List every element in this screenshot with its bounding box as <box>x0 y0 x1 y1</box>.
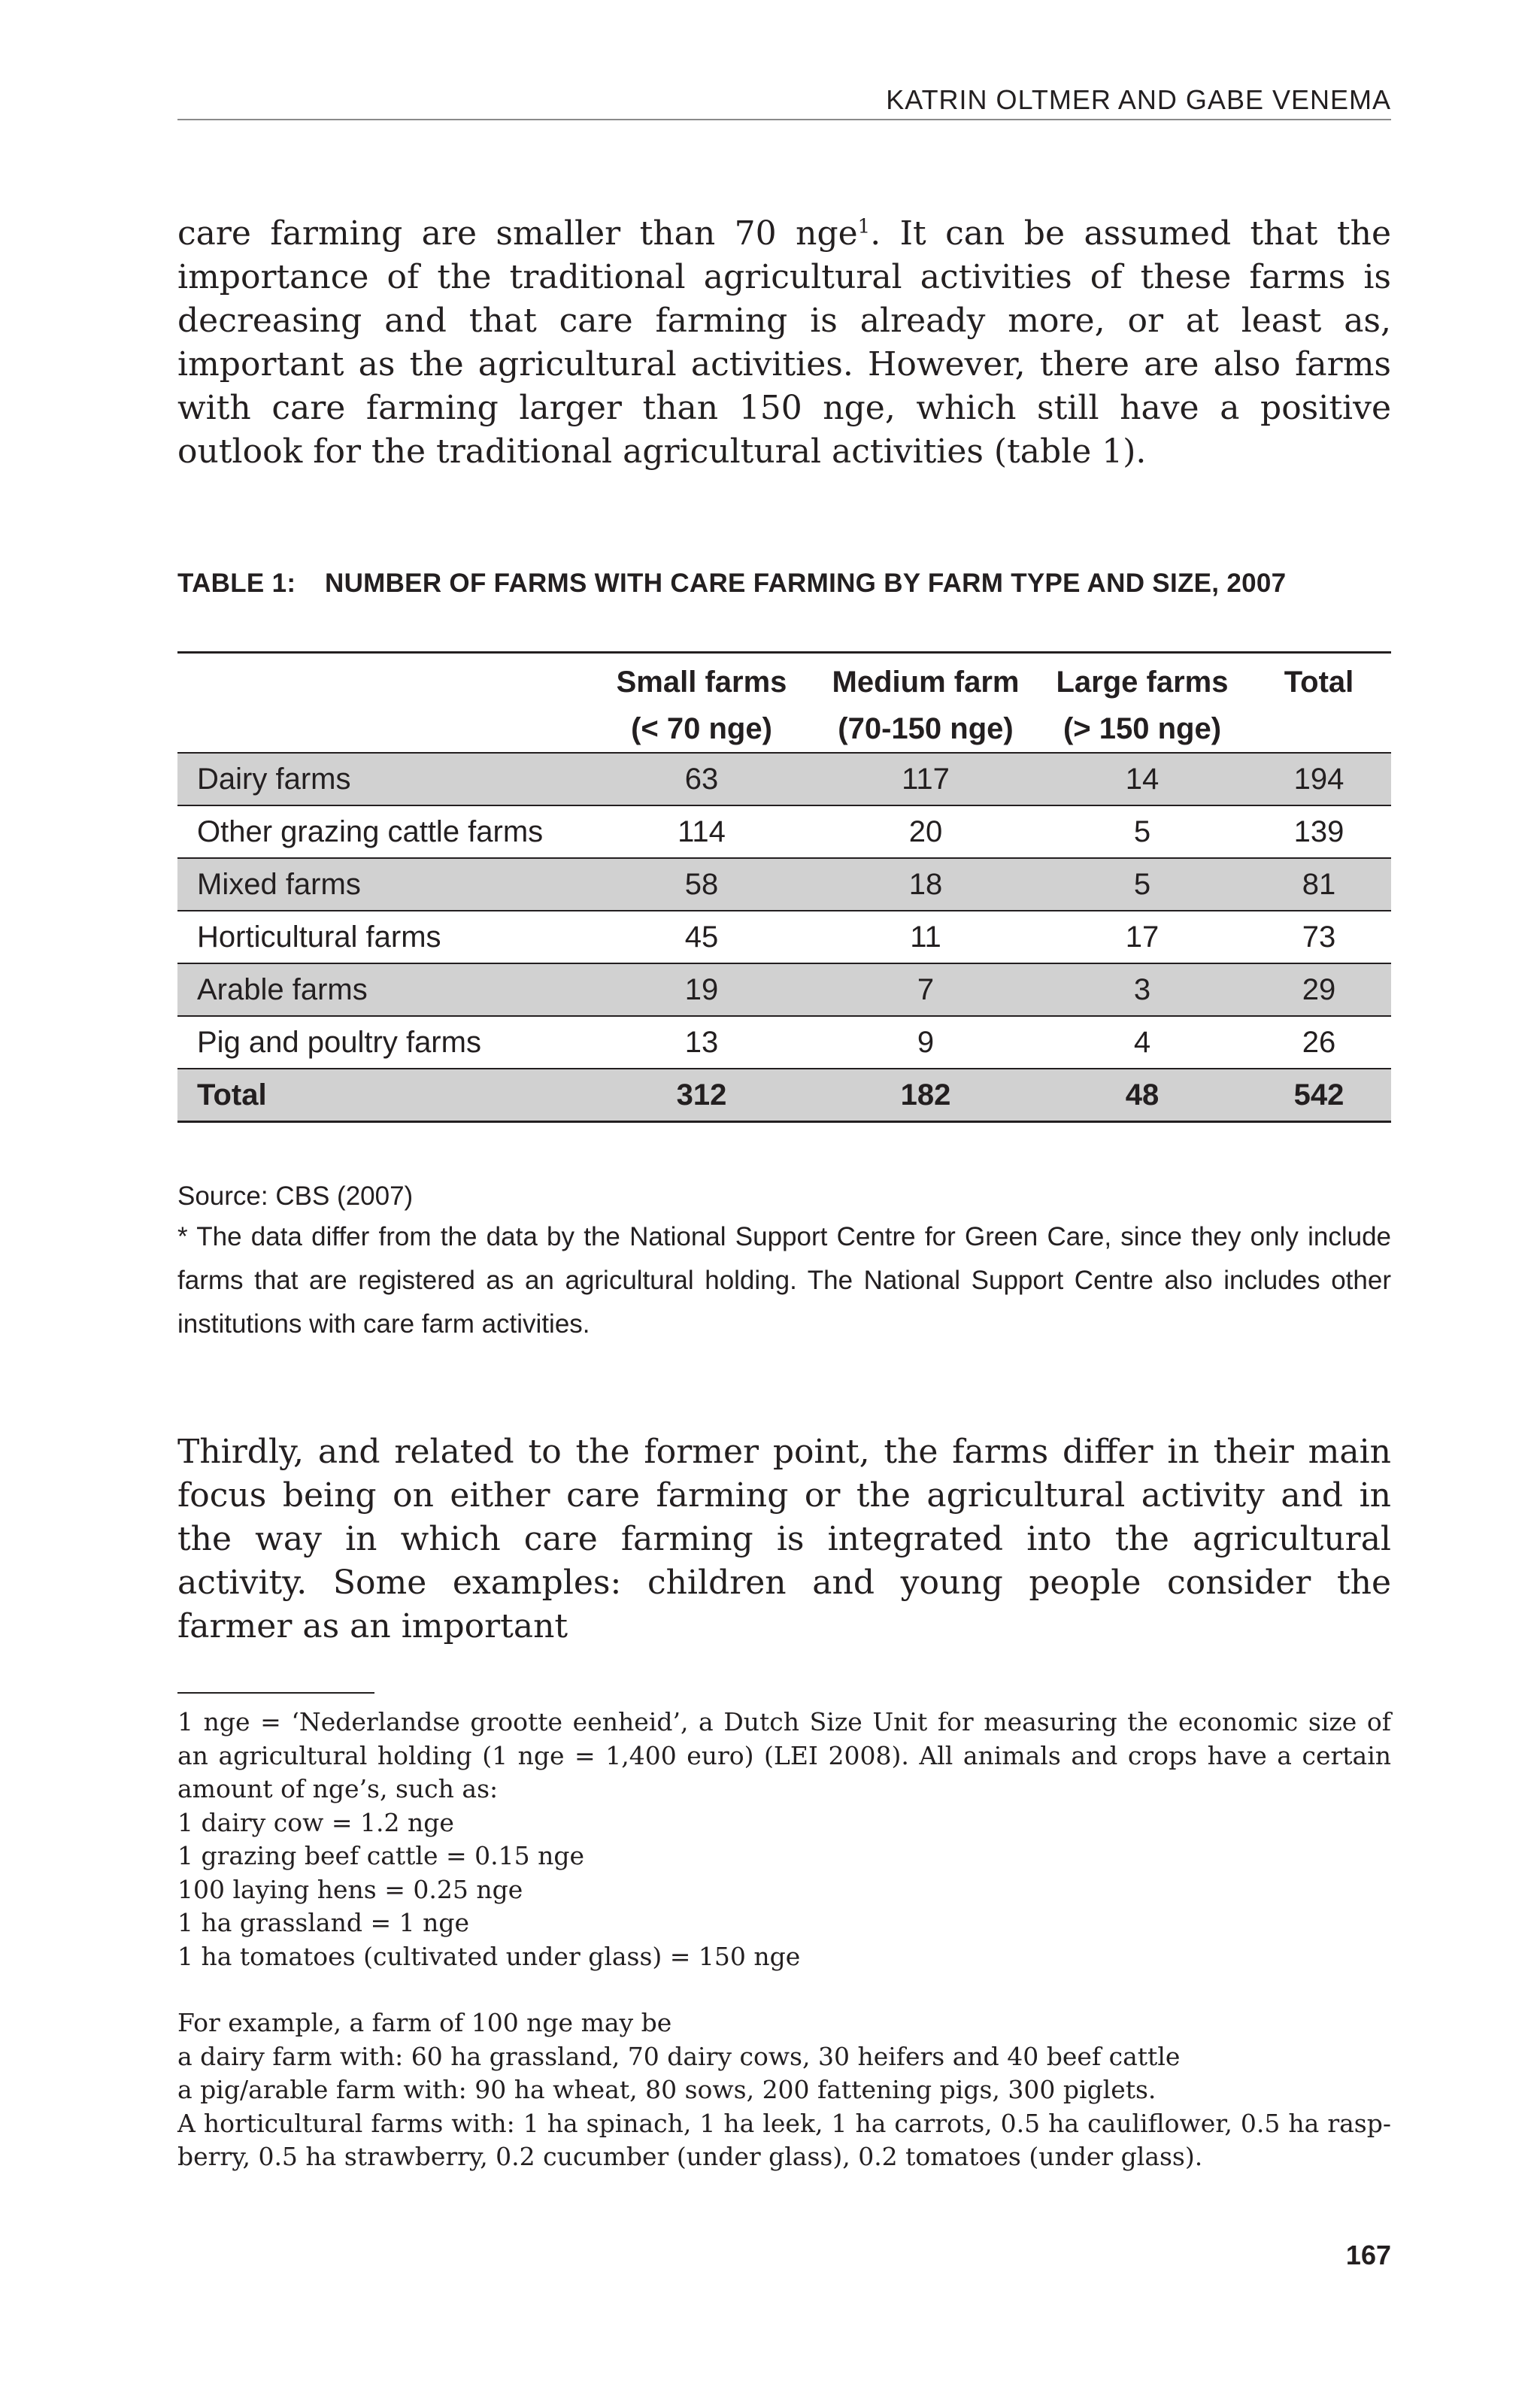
table-cell: 7 <box>814 963 1038 1016</box>
page <box>177 0 1391 2390</box>
footnote-example: A horticultural farms with: 1 ha spinach, 1 ha leek, 1 ha carrots, 0.5 ha cauliflower, 0.5 ha rasp-berry, 0.5 ha strawberry, 0.2 cucumber (under glass), 0.2 tomatoes (under glass). <box>177 2108 1391 2171</box>
column-header: Large farms (> 150 nge) <box>1056 666 1229 745</box>
table-total-row <box>177 1069 1391 1122</box>
table-cell: 114 <box>590 805 814 858</box>
farms-table <box>177 656 1391 1123</box>
row-label: Dairy farms <box>177 753 590 805</box>
page-number: 167 <box>1345 2240 1391 2270</box>
table-cell: 45 <box>590 911 814 963</box>
row-label: Pig and poultry farms <box>177 1016 590 1069</box>
footnote-spacer <box>177 1973 1391 2006</box>
paragraph-text: . It can be assumed that the importance of the traditional agricultural activities of these farms is decreasing and that care farming is already more, or at least as, important as the agricultural activities. However, there are also farms with care farming larger than 150 nge, which still have a positive outlook for the traditional agricultural activities (table 1). <box>177 214 1391 471</box>
footnote-equivalent: 1 ha tomatoes (cultivated under glass) = 150 nge <box>177 1941 801 1971</box>
table-row <box>177 1016 1391 1069</box>
header-rule <box>177 119 1391 120</box>
table-cell: 20 <box>814 805 1038 858</box>
footnote-equivalent: 1 ha grassland = 1 nge <box>177 1908 469 1937</box>
footnote-rule <box>177 1692 374 1694</box>
footnote-equivalent: 100 laying hens = 0.25 nge <box>177 1874 523 1904</box>
body-paragraph-2: Thirdly, and related to the former point, the farms differ in their main focus being on either care farming or the agricultural activity and in the way in which care farming is integrated into the agricultural activity. Some examples: children and young people consider the farmer as an important <box>177 1433 1391 1645</box>
footnote-intro: 1 nge = ‘Nederlandse grootte eenheid’, a Dutch Size Unit for measuring the economic size of an agricultural holding (1 nge = 1,400 euro) (LEI 2008). All animals and crops have a certain amount of nge’s, such as: <box>177 1707 1391 1803</box>
footnote-equivalent: 1 grazing beef cattle = 0.15 nge <box>177 1841 585 1870</box>
table-cell: 81 <box>1247 858 1391 911</box>
row-label: Mixed farms <box>177 858 590 911</box>
row-label: Total <box>177 1069 590 1122</box>
table-cell: 312 <box>590 1069 814 1122</box>
table-cell: 117 <box>814 753 1038 805</box>
table-cell: 182 <box>814 1069 1038 1122</box>
table-note: * The data differ from the data by the National Support Centre for Green Care, since they only include farms that are registered as an agricultural holding. The National Support Centre also includes other institutions with care farm activities. <box>177 1222 1391 1339</box>
table-row <box>177 911 1391 963</box>
row-label: Arable farms <box>177 963 590 1016</box>
table-cell: 48 <box>1038 1069 1247 1122</box>
footnote-equivalent: 1 dairy cow = 1.2 nge <box>177 1807 454 1837</box>
column-header: Medium farm (70-150 nge) <box>832 666 1020 745</box>
row-label: Horticultural farms <box>177 911 590 963</box>
running-head: KATRIN OLTMER AND GABE VENEMA <box>886 84 1391 115</box>
footnote <box>177 1706 1391 2174</box>
table-caption <box>177 569 1391 599</box>
table-cell: 19 <box>590 963 814 1016</box>
table-cell: 17 <box>1038 911 1247 963</box>
table-cell: 58 <box>590 858 814 911</box>
column-header: Total <box>1284 666 1354 699</box>
footnote-ref[interactable]: 1 <box>857 215 871 238</box>
footnote-example-intro: For example, a farm of 100 nge may be <box>177 2008 672 2037</box>
table-cell: 18 <box>814 858 1038 911</box>
column-header: Small farms (< 70 nge) <box>616 666 787 745</box>
table-header-row <box>177 656 1391 753</box>
table-row <box>177 805 1391 858</box>
table-cell: 26 <box>1247 1016 1391 1069</box>
table-label: TABLE 1: <box>177 569 296 598</box>
table-row <box>177 858 1391 911</box>
table-cell: 4 <box>1038 1016 1247 1069</box>
table-cell: 9 <box>814 1016 1038 1069</box>
table-cell: 63 <box>590 753 814 805</box>
column-header-empty <box>177 656 590 753</box>
table-cell: 29 <box>1247 963 1391 1016</box>
row-label: Other grazing cattle farms <box>177 805 590 858</box>
table-row <box>177 753 1391 805</box>
table-row <box>177 963 1391 1016</box>
table-cell: 14 <box>1038 753 1247 805</box>
table-cell: 5 <box>1038 805 1247 858</box>
paragraph-text: care farming are smaller than 70 nge <box>177 214 858 253</box>
table-cell: 194 <box>1247 753 1391 805</box>
table-cell: 542 <box>1247 1069 1391 1122</box>
table-cell: 13 <box>590 1016 814 1069</box>
table-top-rule <box>177 651 1391 654</box>
table-cell: 11 <box>814 911 1038 963</box>
footnote-example: a pig/arable farm with: 90 ha wheat, 80 sows, 200 fattening pigs, 300 piglets. <box>177 2075 1157 2104</box>
table-cell: 139 <box>1247 805 1391 858</box>
table-cell: 3 <box>1038 963 1247 1016</box>
footnote-example: a dairy farm with: 60 ha grassland, 70 dairy cows, 30 heifers and 40 beef cattle <box>177 2041 1181 2071</box>
table-cell: 73 <box>1247 911 1391 963</box>
table-source: Source: CBS (2007) <box>177 1181 414 1211</box>
table-title: NUMBER OF FARMS WITH CARE FARMING BY FARM TYPE AND SIZE, 2007 <box>325 569 1287 598</box>
table-cell: 5 <box>1038 858 1247 911</box>
body-paragraph-1 <box>177 212 1391 474</box>
